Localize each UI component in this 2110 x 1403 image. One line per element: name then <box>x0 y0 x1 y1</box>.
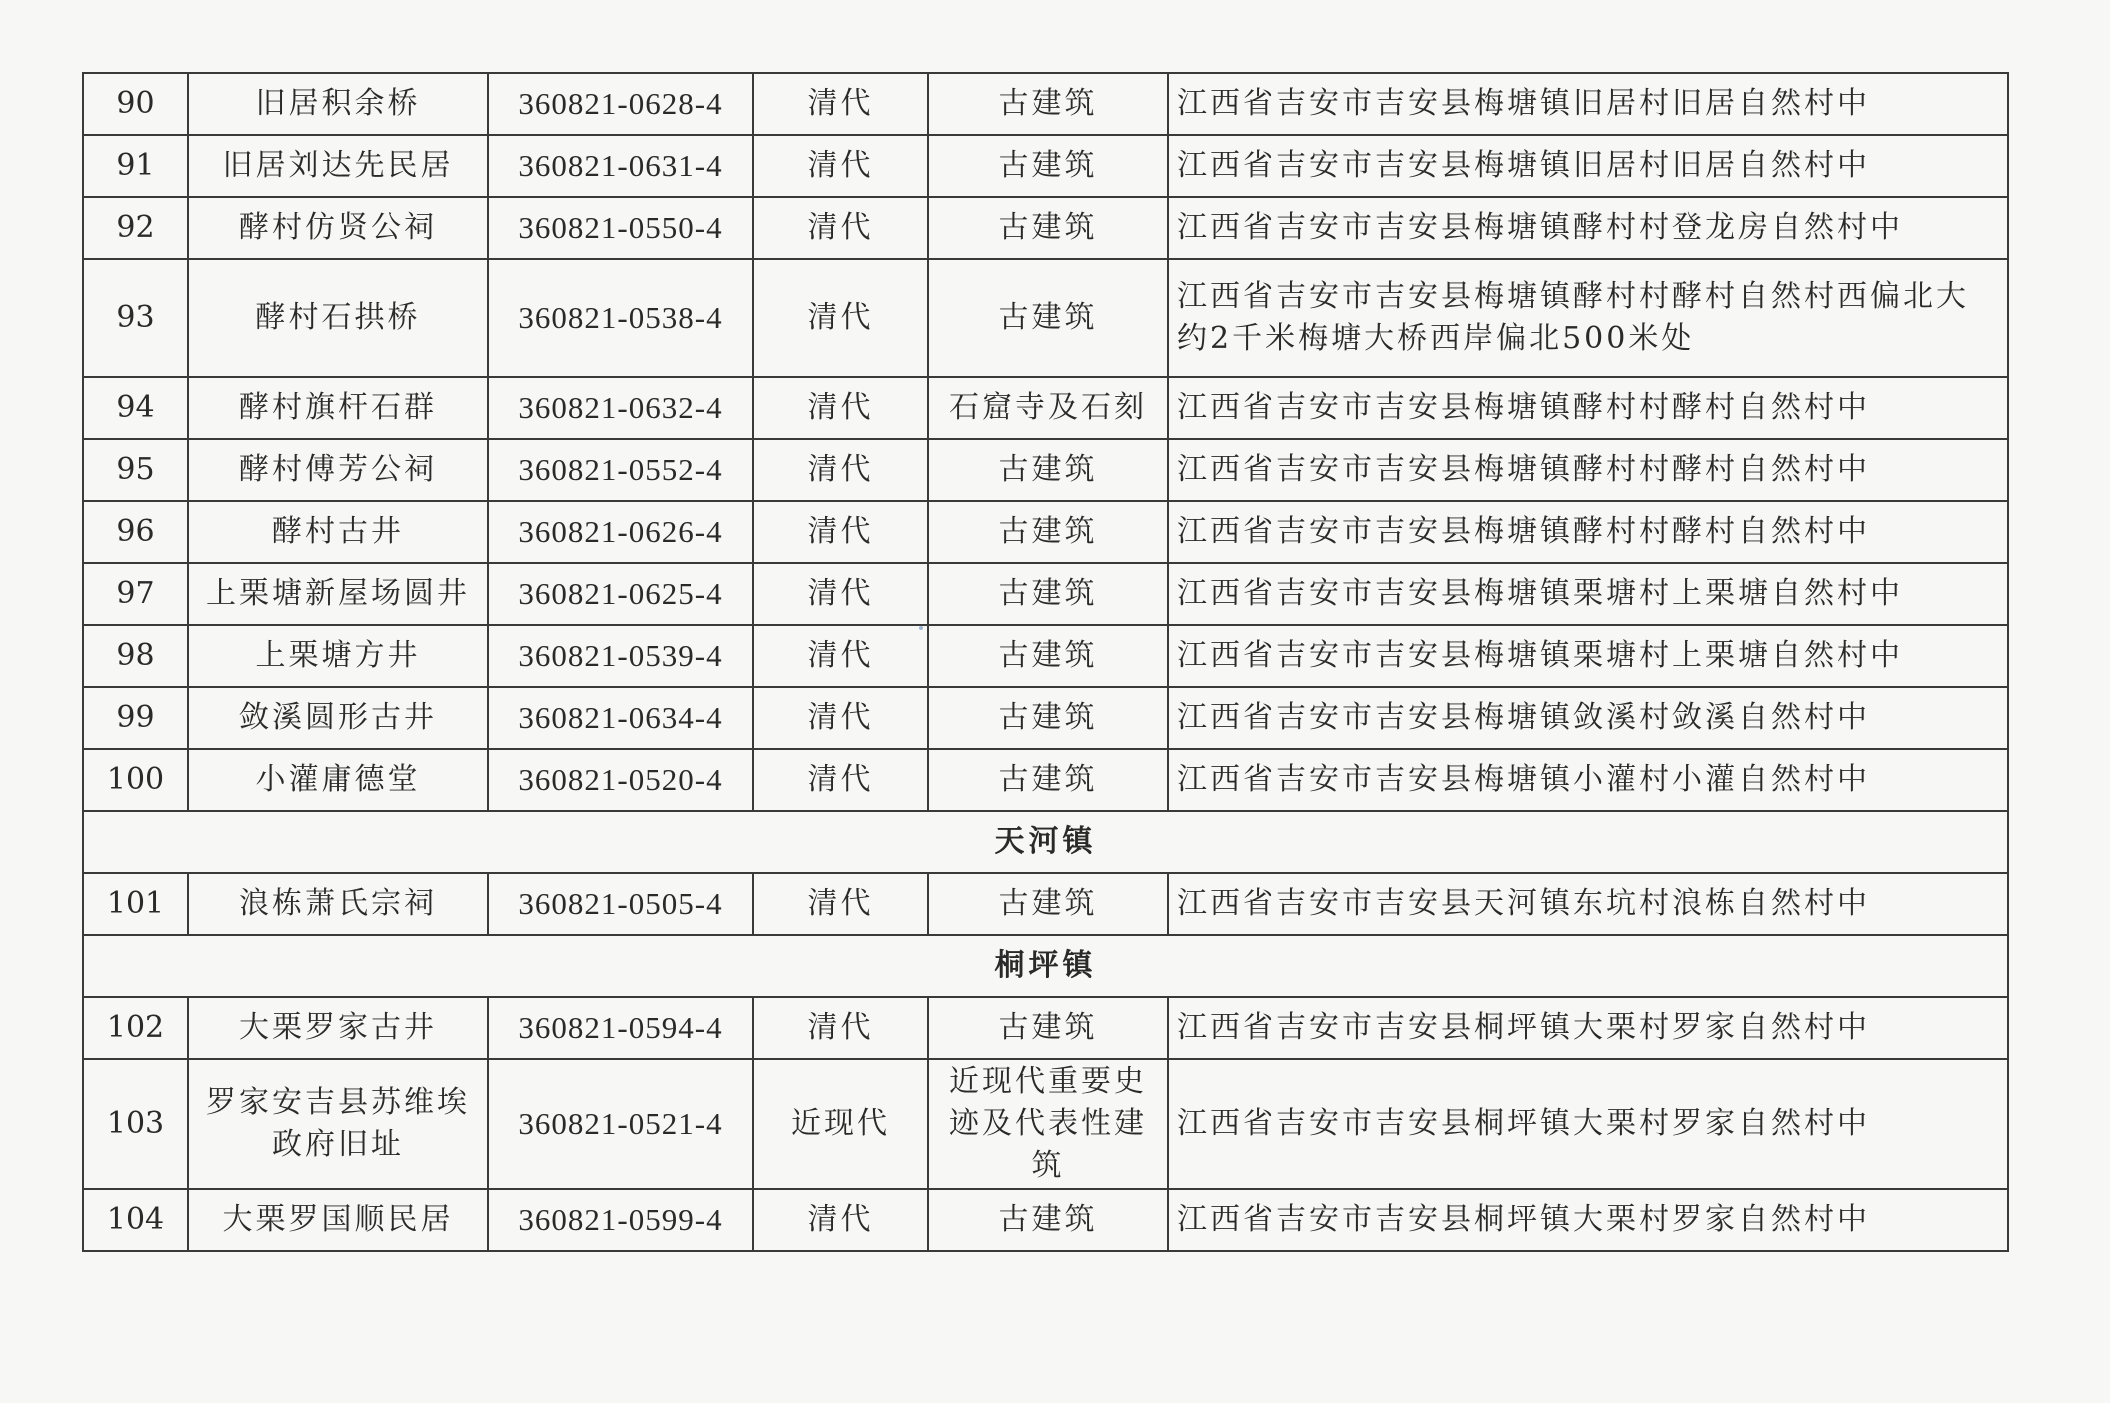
table-row <box>83 997 2008 1059</box>
cell-era: 近现代 <box>753 1059 928 1189</box>
cell-type: 古建筑 <box>928 501 1168 563</box>
table-row <box>83 501 2008 563</box>
table-row <box>83 197 2008 259</box>
cell-address: 江西省吉安市吉安县梅塘镇敛溪村敛溪自然村中 <box>1168 687 2008 749</box>
cell-number: 96 <box>83 501 188 563</box>
cell-number: 95 <box>83 439 188 501</box>
cell-number: 90 <box>83 73 188 135</box>
cell-number: 93 <box>83 259 188 377</box>
cell-type: 古建筑 <box>928 439 1168 501</box>
cell-name: 酵村古井 <box>188 501 488 563</box>
cell-code: 360821-0632-4 <box>488 377 753 439</box>
cell-code: 360821-0538-4 <box>488 259 753 377</box>
cell-era: 清代 <box>753 625 928 687</box>
cell-type: 古建筑 <box>928 997 1168 1059</box>
cell-era: 清代 <box>753 501 928 563</box>
cell-era: 清代 <box>753 73 928 135</box>
cell-name: 旧居积余桥 <box>188 73 488 135</box>
cell-era: 清代 <box>753 997 928 1059</box>
cell-code: 360821-0505-4 <box>488 873 753 935</box>
cell-address: 江西省吉安市吉安县梅塘镇酵村村登龙房自然村中 <box>1168 197 2008 259</box>
cell-name: 浪栋萧氏宗祠 <box>188 873 488 935</box>
cell-number: 104 <box>83 1189 188 1251</box>
table-row <box>83 377 2008 439</box>
section-row <box>83 935 2008 997</box>
heritage-table <box>82 72 2009 1252</box>
table-row <box>83 1059 2008 1189</box>
cell-name: 罗家安吉县苏维埃政府旧址 <box>188 1059 488 1189</box>
cell-era: 清代 <box>753 749 928 811</box>
cell-name: 小灌庸德堂 <box>188 749 488 811</box>
cell-type: 古建筑 <box>928 135 1168 197</box>
cell-number: 98 <box>83 625 188 687</box>
cell-code: 360821-0520-4 <box>488 749 753 811</box>
cell-number: 97 <box>83 563 188 625</box>
cell-number: 99 <box>83 687 188 749</box>
cell-code: 360821-0550-4 <box>488 197 753 259</box>
cell-address: 江西省吉安市吉安县梅塘镇酵村村酵村自然村中 <box>1168 377 2008 439</box>
cell-name: 酵村石拱桥 <box>188 259 488 377</box>
cell-number: 100 <box>83 749 188 811</box>
table-row <box>83 749 2008 811</box>
table-row <box>83 1189 2008 1251</box>
cell-address: 江西省吉安市吉安县梅塘镇旧居村旧居自然村中 <box>1168 135 2008 197</box>
cell-address: 江西省吉安市吉安县梅塘镇酵村村酵村自然村西偏北大约2千米梅塘大桥西岸偏北500米处 <box>1168 259 2008 377</box>
cell-type: 古建筑 <box>928 1189 1168 1251</box>
table-row <box>83 439 2008 501</box>
cell-number: 101 <box>83 873 188 935</box>
cell-type: 近现代重要史迹及代表性建筑 <box>928 1059 1168 1189</box>
cell-code: 360821-0521-4 <box>488 1059 753 1189</box>
cell-name: 旧居刘达先民居 <box>188 135 488 197</box>
cell-type: 古建筑 <box>928 873 1168 935</box>
cell-type: 古建筑 <box>928 259 1168 377</box>
table-body <box>83 73 2008 1251</box>
cell-address: 江西省吉安市吉安县天河镇东坑村浪栋自然村中 <box>1168 873 2008 935</box>
cell-era: 清代 <box>753 563 928 625</box>
cell-code: 360821-0625-4 <box>488 563 753 625</box>
cell-number: 91 <box>83 135 188 197</box>
table-row <box>83 873 2008 935</box>
cell-code: 360821-0631-4 <box>488 135 753 197</box>
cell-era: 清代 <box>753 1189 928 1251</box>
cell-type: 古建筑 <box>928 687 1168 749</box>
cell-type: 古建筑 <box>928 197 1168 259</box>
cell-code: 360821-0539-4 <box>488 625 753 687</box>
cell-code: 360821-0594-4 <box>488 997 753 1059</box>
cell-era: 清代 <box>753 873 928 935</box>
table-row <box>83 687 2008 749</box>
section-title: 天河镇 <box>83 811 2008 873</box>
cell-code: 360821-0599-4 <box>488 1189 753 1251</box>
cell-era: 清代 <box>753 135 928 197</box>
cell-address: 江西省吉安市吉安县桐坪镇大栗村罗家自然村中 <box>1168 1189 2008 1251</box>
cell-name: 敛溪圆形古井 <box>188 687 488 749</box>
cell-code: 360821-0626-4 <box>488 501 753 563</box>
scan-speck <box>919 626 923 630</box>
table-row <box>83 135 2008 197</box>
cell-number: 92 <box>83 197 188 259</box>
cell-era: 清代 <box>753 377 928 439</box>
cell-name: 酵村傅芳公祠 <box>188 439 488 501</box>
cell-address: 江西省吉安市吉安县梅塘镇旧居村旧居自然村中 <box>1168 73 2008 135</box>
cell-address: 江西省吉安市吉安县梅塘镇酵村村酵村自然村中 <box>1168 439 2008 501</box>
table-row <box>83 259 2008 377</box>
cell-code: 360821-0552-4 <box>488 439 753 501</box>
cell-address: 江西省吉安市吉安县梅塘镇小灌村小灌自然村中 <box>1168 749 2008 811</box>
cell-number: 102 <box>83 997 188 1059</box>
cell-era: 清代 <box>753 439 928 501</box>
cell-address: 江西省吉安市吉安县梅塘镇栗塘村上栗塘自然村中 <box>1168 625 2008 687</box>
section-row <box>83 811 2008 873</box>
table-row <box>83 563 2008 625</box>
cell-code: 360821-0628-4 <box>488 73 753 135</box>
cell-number: 94 <box>83 377 188 439</box>
cell-type: 古建筑 <box>928 73 1168 135</box>
section-title: 桐坪镇 <box>83 935 2008 997</box>
cell-address: 江西省吉安市吉安县梅塘镇栗塘村上栗塘自然村中 <box>1168 563 2008 625</box>
cell-address: 江西省吉安市吉安县梅塘镇酵村村酵村自然村中 <box>1168 501 2008 563</box>
cell-address: 江西省吉安市吉安县桐坪镇大栗村罗家自然村中 <box>1168 1059 2008 1189</box>
cell-era: 清代 <box>753 259 928 377</box>
cell-era: 清代 <box>753 197 928 259</box>
cell-name: 酵村旗杆石群 <box>188 377 488 439</box>
cell-name: 大栗罗家古井 <box>188 997 488 1059</box>
cell-type: 石窟寺及石刻 <box>928 377 1168 439</box>
cell-code: 360821-0634-4 <box>488 687 753 749</box>
cell-type: 古建筑 <box>928 625 1168 687</box>
cell-name: 大栗罗国顺民居 <box>188 1189 488 1251</box>
cell-era: 清代 <box>753 687 928 749</box>
table-row <box>83 625 2008 687</box>
cell-name: 上栗塘方井 <box>188 625 488 687</box>
cell-name: 上栗塘新屋场圆井 <box>188 563 488 625</box>
cell-type: 古建筑 <box>928 749 1168 811</box>
cell-name: 酵村仿贤公祠 <box>188 197 488 259</box>
table-row <box>83 73 2008 135</box>
cell-number: 103 <box>83 1059 188 1189</box>
cell-address: 江西省吉安市吉安县桐坪镇大栗村罗家自然村中 <box>1168 997 2008 1059</box>
cell-type: 古建筑 <box>928 563 1168 625</box>
